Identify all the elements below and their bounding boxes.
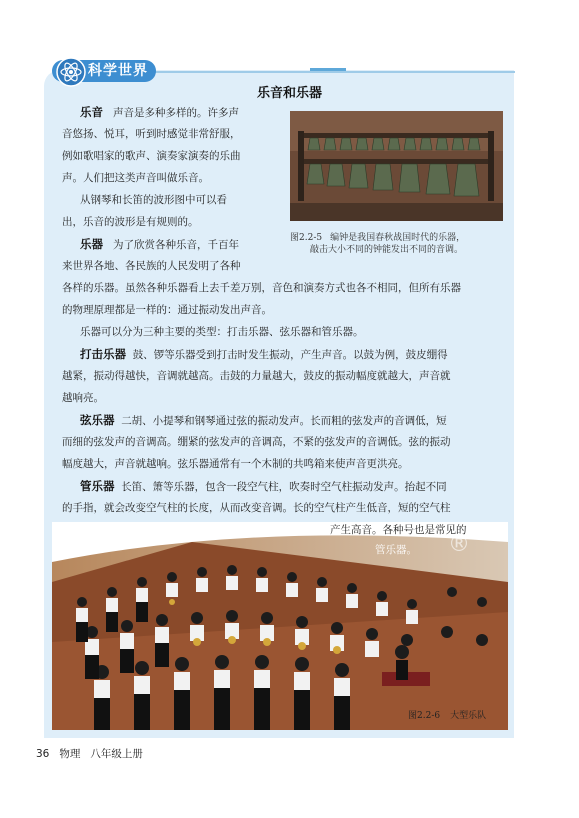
paragraph-line: 的物理原理都是一样的：通过振动发出声音。 bbox=[62, 304, 272, 316]
figure2-caption-text: 大型乐队 bbox=[450, 711, 487, 721]
paragraph-line: 管乐器。 bbox=[375, 544, 417, 556]
term-heading: 管乐器 bbox=[80, 479, 115, 493]
paragraph-line: 管乐器 长笛、箫等乐器，包含一段空气柱，吹奏时空气柱振动发声。抬起不同 bbox=[80, 479, 447, 493]
chime-bells-photo bbox=[290, 111, 503, 221]
paragraph-line: 幅度越大，声音就越响。弦乐器通常有一个木制的共鸣箱来使声音更洪亮。 bbox=[62, 458, 409, 470]
figure2-number: 图2.2-6 bbox=[408, 711, 441, 721]
paragraph-line: 越紧，振动得越快，音调就越高。击鼓的力量越大，鼓皮的振动幅度就越大，声音就 bbox=[62, 370, 451, 382]
paragraph-line: 而细的弦发声的音调高。绷紧的弦发声的音调高，不紧的弦发声的音调低。弦的振动 bbox=[62, 436, 451, 448]
term-heading: 乐器 bbox=[80, 237, 103, 251]
paragraph-line: 声。人们把这类声音叫做乐音。 bbox=[62, 172, 209, 184]
term-heading: 乐音 bbox=[80, 105, 103, 119]
paragraph-line: 打击乐器 鼓、锣等乐器受到打击时发生振动，产生声音。以鼓为例，鼓皮绷得 bbox=[80, 347, 448, 361]
footer-subject: 物理 bbox=[59, 748, 81, 760]
term-heading: 打击乐器 bbox=[80, 347, 126, 361]
figure1-caption-line1: 编钟是我国春秋战国时代的乐器， bbox=[330, 233, 466, 243]
paragraph-line: 乐音 声音是多种多样的。许多声 bbox=[80, 105, 240, 119]
paragraph-line: 乐器 为了欣赏各种乐音，千百年 bbox=[80, 237, 240, 251]
section-label: 科学世界 bbox=[88, 63, 148, 79]
paragraph-line: 越响亮。 bbox=[62, 392, 104, 404]
orchestra-photo bbox=[52, 522, 508, 730]
paragraph-line: 弦乐器 二胡、小提琴和钢琴通过弦的振动发声。长而粗的弦发声的音调低，短 bbox=[80, 413, 447, 427]
paragraph-line: 各样的乐器。虽然各种乐器看上去千差万别，音色和演奏方式也各不相同，但所有乐器 bbox=[62, 282, 461, 294]
registered-mark-icon: ® bbox=[448, 532, 470, 557]
page-footer bbox=[36, 746, 153, 761]
paragraph-line: 例如歌唱家的歌声、演奏家演奏的乐曲 bbox=[62, 150, 241, 162]
paragraph-line: 产生高音。各种号也是常见的 bbox=[330, 524, 467, 536]
term-heading: 弦乐器 bbox=[80, 413, 115, 427]
paragraph-line: 从钢琴和长笛的波形图中可以看 bbox=[80, 194, 227, 206]
figure2-caption bbox=[408, 708, 486, 721]
paragraph-line: 音悠扬、悦耳，听到时感觉非常舒服， bbox=[62, 128, 241, 140]
article-title: 乐音和乐器 bbox=[256, 86, 322, 101]
page-number: 36 bbox=[36, 748, 50, 760]
footer-book: 八年级上册 bbox=[90, 748, 143, 760]
header-rule bbox=[155, 71, 515, 73]
figure1-number: 图2.2-5 bbox=[290, 233, 323, 243]
header-rule-accent bbox=[310, 68, 346, 71]
paragraph-line: 的手指，就会改变空气柱的长度，从而改变音调。长的空气柱产生低音，短的空气柱 bbox=[62, 502, 451, 514]
figure1-caption bbox=[290, 232, 504, 256]
paragraph-line: 乐器可以分为三种主要的类型：打击乐器、弦乐器和管乐器。 bbox=[80, 326, 364, 338]
paragraph-line: 来世界各地、各民族的人民发明了各种 bbox=[62, 260, 241, 272]
figure1-caption-line2: 敲击大小不同的钟能发出不同的音调。 bbox=[310, 245, 464, 255]
paragraph-line: 出，乐音的波形是有规则的。 bbox=[62, 216, 199, 228]
